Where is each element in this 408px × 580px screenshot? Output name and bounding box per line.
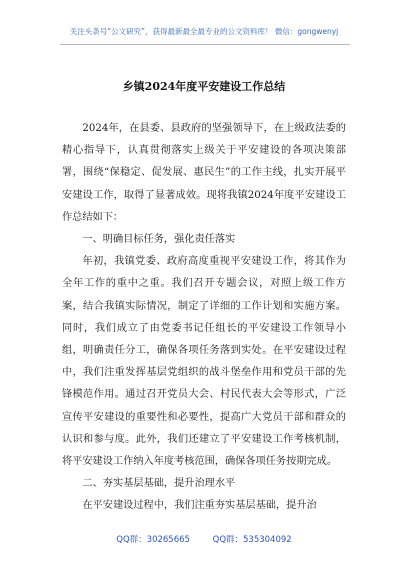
paragraph-section-1: 年初，我镇党委、政府高度重视平安建设工作，将其作为全年工作的重中之重。我们召开专题会议，对照上级工作方案，结合我镇实际情况，制定了详细的工作计划和实施方案。同时，我们成立了由党委书记任组长的平安建设工作领导小组，明确责任分工，确保各项任务落到实处。在平安建设过程中，我们注重发挥基层党组织的战斗堡垒作用和党员干部的先锋模范作用。通过召开党员大会、村民代表大会等形式，广泛宣传平安建设的重要性和必要性，提高广大党员干部和群众的认识和参与度。此外，我们还建立了平安建设工作考核机制，将平安建设工作纳入年度考核范围，确保各项任务按期完成。 xyxy=(62,256,346,468)
section-heading-1: 一、明确目标任务，强化责任落实 xyxy=(82,234,236,246)
document-title: 乡镇2024年度平安建设工作总结 xyxy=(122,80,286,93)
header-note: 关注头条号“公文研究”，获得最新最全最专业的公文资料库！ 微信：gongwenyj xyxy=(69,27,339,36)
footer-contacts xyxy=(0,533,408,545)
footer-qq-group-1: QQ群：30265665 xyxy=(116,535,190,545)
document-body xyxy=(62,118,346,518)
paragraph-intro: 2024年，在县委、县政府的坚强领导下，在上级政法委的精心指导下，认真贯彻落实上级关于平安建设的各项决策部署，围绕“保稳定、促发展、惠民生”的工作主线，扎实开展平安建设工作，取得了显著成效。现将我镇2024年度平安建设工作总结如下： xyxy=(62,123,346,223)
section-heading-2: 二、夯实基层基础，提升治理水平 xyxy=(82,478,236,490)
footer-qq-group-2: QQ群：535304092 xyxy=(212,535,292,545)
header-divider xyxy=(60,44,350,45)
paragraph-section-2: 在平安建设过程中，我们注重夯实基层基础，提升治 xyxy=(82,500,317,512)
